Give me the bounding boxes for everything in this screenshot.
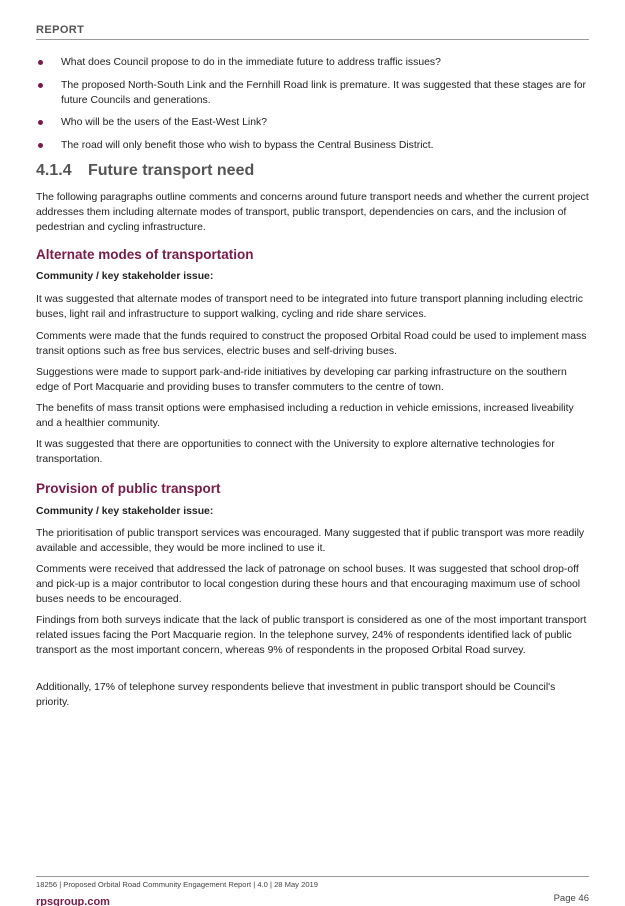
issues-bullet-list xyxy=(36,55,589,160)
alternate-paragraph: Comments were made that the funds required to construct the proposed Orbital Road could be used to implement mass transit options such as free bus services, electric buses and self-driving buses. xyxy=(36,331,587,357)
list-item xyxy=(36,138,589,153)
bullet-icon xyxy=(38,60,43,65)
list-item-text: What does Council propose to do in the immediate future to address traffic issues? xyxy=(61,57,441,68)
public-transport-issue-label: Community / key stakeholder issue: xyxy=(36,506,214,517)
list-item-text: The proposed North-South Link and the Fernhill Road link is premature. It was suggested that these stages are for future Councils and generations. xyxy=(61,79,587,106)
alternate-paragraph: Suggestions were made to support park-and-ride initiatives by developing car parking infrastructure on the southern edge of Port Macquarie and providing buses to transfer commuters to the centre of town. xyxy=(36,367,567,393)
alternate-paragraph: The benefits of mass transit options were emphasised including a reduction in vehicle emissions, increased liveability and a healthier community. xyxy=(36,403,574,429)
report-header-title: REPORT xyxy=(36,24,85,36)
alternate-paragraph: It was suggested that alternate modes of transport need to be integrated into future transport planning including electric buses, light rail and infrastructure to support walking, cycling and ride share services. xyxy=(36,294,584,320)
section-title: Future transport need xyxy=(88,162,255,179)
bullet-icon xyxy=(38,83,43,88)
bullet-icon xyxy=(38,120,43,125)
footer-website-link[interactable]: rpsgroup.com xyxy=(36,896,110,906)
footer-reference: 18256 | Proposed Orbital Road Community Engagement Report | 4.0 | 28 May 2019 xyxy=(36,880,318,889)
alternate-modes-heading: Alternate modes of transportation xyxy=(36,247,254,262)
alternate-issue-label: Community / key stakeholder issue: xyxy=(36,271,214,282)
section-intro: The following paragraphs outline comments and concerns around future transport needs and whether the current project addresses them including alternate modes of transport, public transport, dependencies on cars, and the inclusion of pedestrian and cycling infrastructure. xyxy=(36,192,589,233)
list-item xyxy=(36,78,589,108)
section-heading xyxy=(36,162,254,180)
alternate-paragraph: It was suggested that there are opportunities to connect with the University to explore alternative technologies for transportation. xyxy=(36,439,555,465)
public-transport-paragraph: The prioritisation of public transport services was encouraged. Many suggested that if public transport was more readily available and accessible, they would be more inclined to use it. xyxy=(36,528,585,554)
list-item xyxy=(36,115,589,130)
list-item xyxy=(36,55,589,70)
report-header xyxy=(36,24,589,40)
public-transport-paragraph: Additionally, 17% of telephone survey respondents believe that investment in public transport should be Council's priority. xyxy=(36,682,556,708)
footer-row xyxy=(36,892,589,906)
public-transport-paragraph: Comments were received that addressed the lack of patronage on school buses. It was suggested that school drop-off and pick-up is a major contributor to local congestion during these hours and that encouraging maximum use of school buses needs to be encouraged. xyxy=(36,564,581,605)
report-footer xyxy=(36,876,589,906)
list-item-text: Who will be the users of the East-West Link? xyxy=(61,117,267,128)
list-item-text: The road will only benefit those who wish to bypass the Central Business District. xyxy=(61,139,434,151)
page-number: Page 46 xyxy=(553,893,589,904)
section-number: 4.1.4 xyxy=(36,162,72,179)
public-transport-paragraph: Findings from both surveys indicate that the lack of public transport is considered as one of the most important transport related issues facing the Port Macquarie region. In the telephone survey, 24% of respondents identified lack of public transport as the most important concern, whereas 9% of respondents in the proposed Orbital Road survey. xyxy=(36,615,587,656)
public-transport-heading: Provision of public transport xyxy=(36,481,221,496)
bullet-icon xyxy=(38,143,43,148)
